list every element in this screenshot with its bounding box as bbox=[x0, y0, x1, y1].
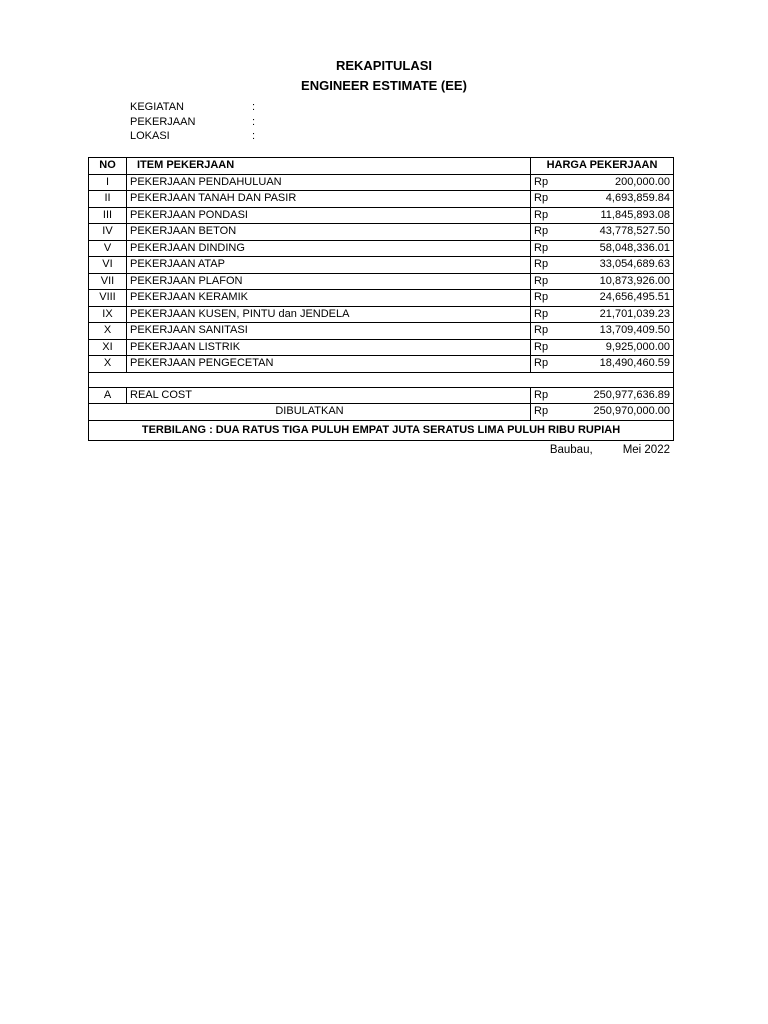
document-subtitle: ENGINEER ESTIMATE (EE) bbox=[301, 78, 467, 93]
row-no: VI bbox=[89, 257, 127, 274]
row-item: PEKERJAAN PENGECETAN bbox=[127, 356, 531, 373]
row-value: 33,054,689.63 bbox=[571, 257, 674, 274]
footer-date: Mei 2022 bbox=[622, 444, 670, 456]
row-no: IV bbox=[89, 224, 127, 241]
row-value: 11,845,893.08 bbox=[571, 207, 674, 224]
table-row bbox=[89, 240, 674, 257]
row-currency: Rp bbox=[531, 290, 571, 307]
table-row bbox=[89, 339, 674, 356]
row-item: PEKERJAAN KUSEN, PINTU dan JENDELA bbox=[127, 306, 531, 323]
terbilang-row bbox=[89, 420, 674, 440]
signature-date bbox=[550, 444, 670, 456]
meta-row-pekerjaan bbox=[130, 116, 255, 131]
row-item: PEKERJAAN PONDASI bbox=[127, 207, 531, 224]
row-currency: Rp bbox=[531, 224, 571, 241]
row-no: VII bbox=[89, 273, 127, 290]
real-cost-value: 250,977,636.89 bbox=[571, 387, 674, 404]
row-item: PEKERJAAN PENDAHULUAN bbox=[127, 174, 531, 191]
meta-label: PEKERJAAN bbox=[130, 115, 196, 128]
table-row bbox=[89, 207, 674, 224]
row-currency: Rp bbox=[531, 273, 571, 290]
table-row bbox=[89, 191, 674, 208]
row-item: PEKERJAAN BETON bbox=[127, 224, 531, 241]
row-item: PEKERJAAN PLAFON bbox=[127, 273, 531, 290]
row-no: X bbox=[89, 323, 127, 340]
row-value: 43,778,527.50 bbox=[571, 224, 674, 241]
row-currency: Rp bbox=[531, 257, 571, 274]
meta-label: KEGIATAN bbox=[130, 101, 184, 113]
table-row bbox=[89, 323, 674, 340]
document-title: REKAPITULASI bbox=[335, 58, 433, 73]
table-header-row bbox=[89, 158, 674, 175]
real-cost-label: REAL COST bbox=[127, 387, 531, 404]
header-no: NO bbox=[89, 158, 127, 175]
row-value: 4,693,859.84 bbox=[571, 191, 674, 208]
rounded-row bbox=[89, 404, 674, 421]
row-no: XI bbox=[89, 339, 127, 356]
real-cost-no: A bbox=[89, 387, 127, 404]
row-no: III bbox=[89, 207, 127, 224]
rounded-currency: Rp bbox=[531, 404, 571, 421]
meta-block bbox=[130, 101, 255, 145]
row-currency: Rp bbox=[531, 356, 571, 373]
meta-separator: : bbox=[252, 130, 256, 142]
row-value: 58,048,336.01 bbox=[571, 240, 674, 257]
row-item: PEKERJAAN LISTRIK bbox=[127, 339, 531, 356]
row-item: PEKERJAAN DINDING bbox=[127, 240, 531, 257]
row-value: 24,656,495.51 bbox=[571, 290, 674, 307]
row-currency: Rp bbox=[531, 339, 571, 356]
recap-table-body bbox=[89, 158, 674, 441]
row-no: II bbox=[89, 191, 127, 208]
row-value: 9,925,000.00 bbox=[571, 339, 674, 356]
meta-row-lokasi bbox=[130, 130, 255, 145]
header-harga: HARGA PEKERJAAN bbox=[531, 158, 674, 175]
meta-separator: : bbox=[252, 101, 256, 113]
row-currency: Rp bbox=[531, 174, 571, 191]
row-no: V bbox=[89, 240, 127, 257]
real-cost-currency: Rp bbox=[531, 387, 571, 404]
row-no: X bbox=[89, 356, 127, 373]
row-item: PEKERJAAN TANAH DAN PASIR bbox=[127, 191, 531, 208]
meta-label: LOKASI bbox=[130, 130, 170, 142]
real-cost-row bbox=[89, 387, 674, 404]
recap-table bbox=[88, 157, 674, 441]
table-row bbox=[89, 174, 674, 191]
table-row bbox=[89, 273, 674, 290]
rounded-label: DIBULATKAN bbox=[89, 404, 531, 421]
table-row bbox=[89, 306, 674, 323]
row-value: 13,709,409.50 bbox=[571, 323, 674, 340]
table-row bbox=[89, 356, 674, 373]
row-no: VIII bbox=[89, 290, 127, 307]
table-row bbox=[89, 290, 674, 307]
row-item: PEKERJAAN ATAP bbox=[127, 257, 531, 274]
row-currency: Rp bbox=[531, 323, 571, 340]
footer-place: Baubau, bbox=[549, 444, 593, 456]
row-value: 10,873,926.00 bbox=[571, 273, 674, 290]
table-row bbox=[89, 224, 674, 241]
row-currency: Rp bbox=[531, 207, 571, 224]
row-currency: Rp bbox=[531, 240, 571, 257]
terbilang-text: TERBILANG : DUA RATUS TIGA PULUH EMPAT JUTA SERATUS LIMA PULUH RIBU RUPIAH bbox=[89, 420, 674, 440]
row-currency: Rp bbox=[531, 191, 571, 208]
row-value: 200,000.00 bbox=[571, 174, 674, 191]
rounded-value: 250,970,000.00 bbox=[571, 404, 674, 421]
row-no: I bbox=[89, 174, 127, 191]
row-currency: Rp bbox=[531, 306, 571, 323]
table-row bbox=[89, 257, 674, 274]
spacer-cell bbox=[89, 372, 674, 387]
meta-separator: : bbox=[252, 115, 256, 128]
spacer-row bbox=[89, 372, 674, 387]
row-value: 21,701,039.23 bbox=[571, 306, 674, 323]
row-item: PEKERJAAN SANITASI bbox=[127, 323, 531, 340]
header-item: ITEM PEKERJAAN bbox=[127, 158, 531, 175]
row-no: IX bbox=[89, 306, 127, 323]
row-item: PEKERJAAN KERAMIK bbox=[127, 290, 531, 307]
meta-row-kegiatan bbox=[130, 101, 255, 116]
row-value: 18,490,460.59 bbox=[571, 356, 674, 373]
